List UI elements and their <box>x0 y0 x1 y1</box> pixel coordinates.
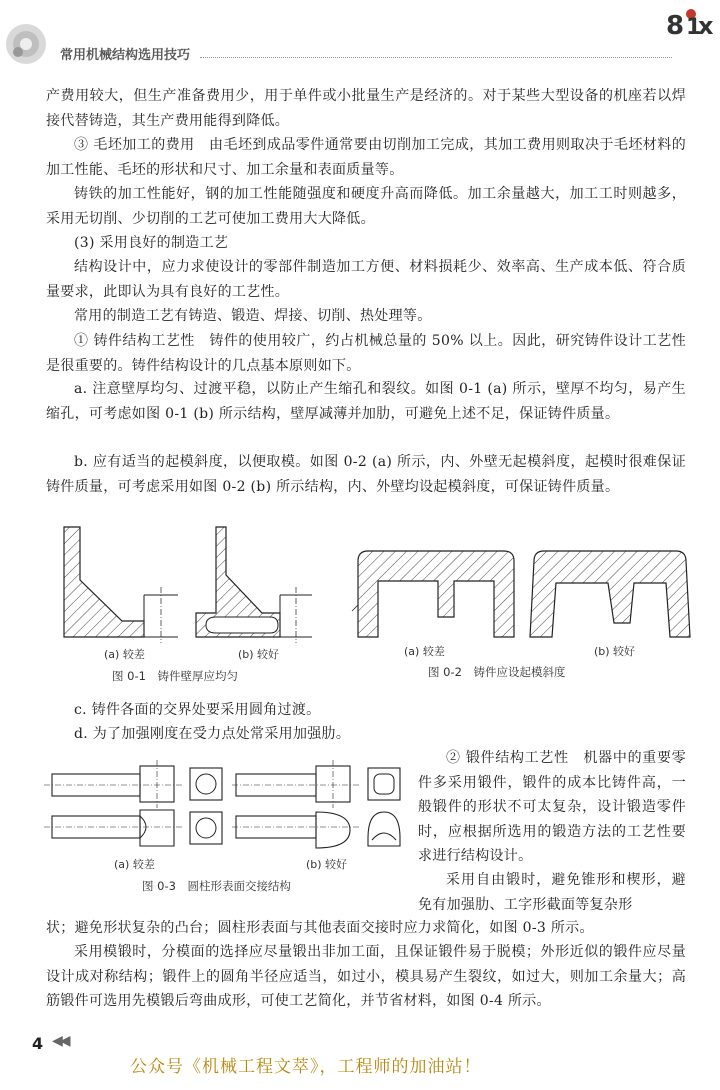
svg-text:8: 8 <box>666 11 685 41</box>
paragraph: 铸铁的加工性能好，钢的加工性能随强度和硬度升高而降低。加工余量越大，加工工时则越多，采用无切削、少切削的工艺可使加工费用大大降低。 <box>46 186 686 227</box>
svg-text:1: 1 <box>686 15 702 40</box>
figure-0-1-title: 图 0-1 铸件壁厚应均匀 <box>112 669 238 683</box>
figure-0-3a-drawing <box>44 760 224 852</box>
paragraph: ① 铸件结构工艺性 铸件的使用较广，约占机械总量的 50% 以上。因此，研究铸件设计工艺性是很重要的。铸件结构设计的几点基本原则如下。 <box>46 333 686 374</box>
paragraph: ② 锻件结构工艺性 机器中的重要零件多采用锻件，锻件的成本比铸件高，一般锻件的形状不可太复杂，设计锻造零件时，应根据所选用的锻造方法的工艺性要求进行结构设计。 <box>418 750 686 864</box>
back-arrows-icon: ◀◀ <box>52 1033 68 1049</box>
svg-text:x: x <box>698 12 714 40</box>
running-header-title: 常用机械结构选用技巧 <box>60 48 191 63</box>
paragraph: b. 应有适当的起模斜度，以便取模。如图 0-2 (a) 所示，内、外壁无起模斜度，起模时很难保证铸件质量，可考虑采用如图 0-2 (b) 所示结构，内、外壁均设起模斜度，可保证铸件质量。 <box>46 454 686 495</box>
paragraph: ③ 毛坯加工的费用 由毛坯到成品零件通常要由切削加工完成，其加工费用则取决于毛坯材料的加工性能、毛坯的形状和尺寸、加工余量和表面质量等。 <box>46 137 686 178</box>
figure-0-2-title: 图 0-2 铸件应设起模斜度 <box>428 665 566 679</box>
header-divider <box>200 57 672 58</box>
list-item: c. 铸件各面的交界处要采用圆角过渡。 <box>74 702 321 718</box>
figure-label-a: (a) 较差 <box>104 648 145 661</box>
figure-label-b: (b) 较好 <box>306 858 348 871</box>
paragraph: 结构设计中，应力求使设计的零部件制造加工方便、材料损耗少、效率高、生产成本低、符合质量要求，此即认为具有良好的工艺性。 <box>46 259 686 300</box>
list-item: d. 为了加强刚度在受力点处常采用加强肋。 <box>74 726 351 742</box>
figure-label-a: (a) 较差 <box>404 645 445 658</box>
section-heading: (3) 采用良好的制造工艺 <box>74 235 229 251</box>
watermark-note: 公众号《机械工程文萃》，工程师的加油站！ <box>130 1057 482 1077</box>
figure-0-2a-drawing <box>356 545 516 640</box>
page-number: 4 <box>32 1034 44 1053</box>
figure-label-b: (b) 较好 <box>238 648 280 661</box>
figure-label-a: (a) 较差 <box>114 858 155 871</box>
paragraph: 常用的制造工艺有铸造、锻造、焊接、切削、热处理等。 <box>74 308 432 324</box>
figure-0-1b-drawing <box>192 525 332 645</box>
figure-0-3-title: 图 0-3 圆柱形表面交接结构 <box>142 879 291 893</box>
gear-icon <box>4 22 48 66</box>
paragraph: 采用自由锻时，避免锥形和楔形，避免有加强肋、工字形截面等复杂形 <box>418 872 686 913</box>
figure-0-3b-drawing <box>232 760 412 852</box>
paragraph: 状；避免形状复杂的凸台；圆柱形表面与其他表面交接时应力求简化，如图 0-3 所示。 <box>46 920 594 936</box>
paragraph: a. 注意壁厚均匀、过渡平稳，以防止产生缩孔和裂纹。如图 0-1 (a) 所示，壁厚不均匀，易产生缩孔，可考虑如图 0-1 (b) 所示结构，壁厚减薄并加肋，可避免上述不足，保证铸件质量。 <box>46 381 686 422</box>
paragraph: 采用模锻时，分模面的选择应尽量锻出非加工面，且保证锻件易于脱模；外形近似的锻件应尽量设计成对称结构；锻件上的圆角半径应适当，如过小，模具易产生裂纹，如过大，则加工余量大；高筋锻件可选用先模锻后弯曲成形，可使工艺简化，并节省材料，如图 0-4 所示。 <box>46 944 686 1009</box>
paragraph: 产费用较大，但生产准备费用少，用于单件或小批量生产是经济的。对于某些大型设备的机座若以焊接代替铸造，其生产费用能得到降低。 <box>46 88 686 129</box>
publisher-logo <box>664 6 716 42</box>
figure-0-2b-drawing <box>530 545 690 640</box>
figure-0-1a-drawing <box>60 525 180 645</box>
figure-label-b: (b) 较好 <box>594 645 636 658</box>
